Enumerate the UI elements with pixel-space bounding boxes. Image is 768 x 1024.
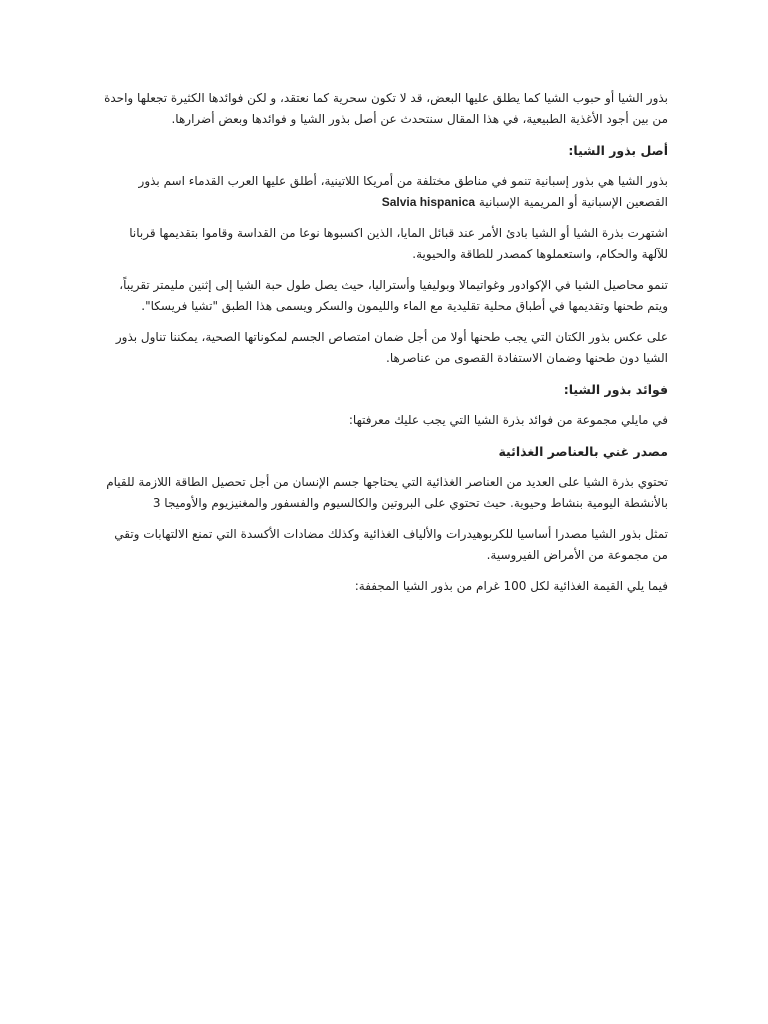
- nutrients-paragraph: تحتوي بذرة الشيا على العديد من العناصر الغذائية التي يحتاجها جسم الإنسان من أجل تحصيل الطاقة اللازمة للقيام بالأنشطة اليومية بنشاط وحيوية. حيث تحتوي على البروتين والكالسيوم والفسفور والمغنيزيوم والأوميجا 3: [106, 475, 668, 510]
- document-body: [100, 88, 668, 607]
- maya-paragraph: اشتهرت بذرة الشيا أو الشيا بادئ الأمر عند قبائل المايا، الذين اكسبوها نوعا من القداسة وقاموا بتقديمها قربانا للآلهة والحكام، واستعملوها كمصدر للطاقة والحيوية.: [129, 226, 668, 261]
- benefits-intro-paragraph: في مايلي مجموعة من فوائد بذرة الشيا التي يجب عليك معرفتها:: [348, 413, 668, 427]
- intro-paragraph: بذور الشيا أو حبوب الشيا كما يطلق عليها البعض، قد لا تكون سحرية كما نعتقد، و لكن فوائدها الكثيرة تجعلها واحدة من بين أجود الأغذية الطبيعية، في هذا المقال سنتحدث عن أصل بذور الشيا و فوائدها وبعض أضرارها.: [104, 91, 668, 126]
- section-heading-origin: أصل بذور الشيا:: [568, 143, 668, 158]
- latin-name: Salvia hispanica: [381, 195, 476, 209]
- fiber-paragraph: تمثل بذور الشيا مصدرا أساسيا للكربوهيدرات والألياف الغذائية وكذلك مضادات الأكسدة التي تمنع الالتهابات وتقي من مجموعة من الأمراض الفيروسية.: [114, 527, 668, 562]
- section-heading-benefits: فوائد بذور الشيا:: [563, 382, 668, 397]
- origin-paragraph: [100, 171, 668, 213]
- nutrition-value-intro: فيما يلي القيمة الغذائية لكل 100 غرام من بذور الشيا المجففة:: [354, 579, 668, 593]
- flax-comparison-paragraph: على عكس بذور الكتان التي يجب طحنها أولا من أجل ضمان امتصاص الجسم لمكوناتها الصحية، يمكننا تناول بذور الشيا دون طحنها وضمان الاستفادة القصوى من عناصرها.: [115, 330, 668, 365]
- cultivation-paragraph: تنمو محاصيل الشيا في الإكوادور وغواتيمالا وبوليفيا وأستراليا، حيث يصل طول حبة الشيا إلى إثنين مليمتر تقريباً، ويتم طحنها وتقديمها في أطباق محلية تقليدية مع الماء والليمون والسكر ويسمى هذا الطبق "تشيا فريسكا".: [119, 278, 668, 313]
- origin-paragraph-text: بذور الشيا هي بذور إسبانية تنمو في مناطق مختلفة من أمريكا اللاتينية، أطلق عليها العرب القدماء اسم بذور القصعين الإسبانية أو المريمية الإسبانية: [138, 174, 668, 209]
- subheading-nutrients: مصدر غني بالعناصر الغذائية: [498, 444, 668, 459]
